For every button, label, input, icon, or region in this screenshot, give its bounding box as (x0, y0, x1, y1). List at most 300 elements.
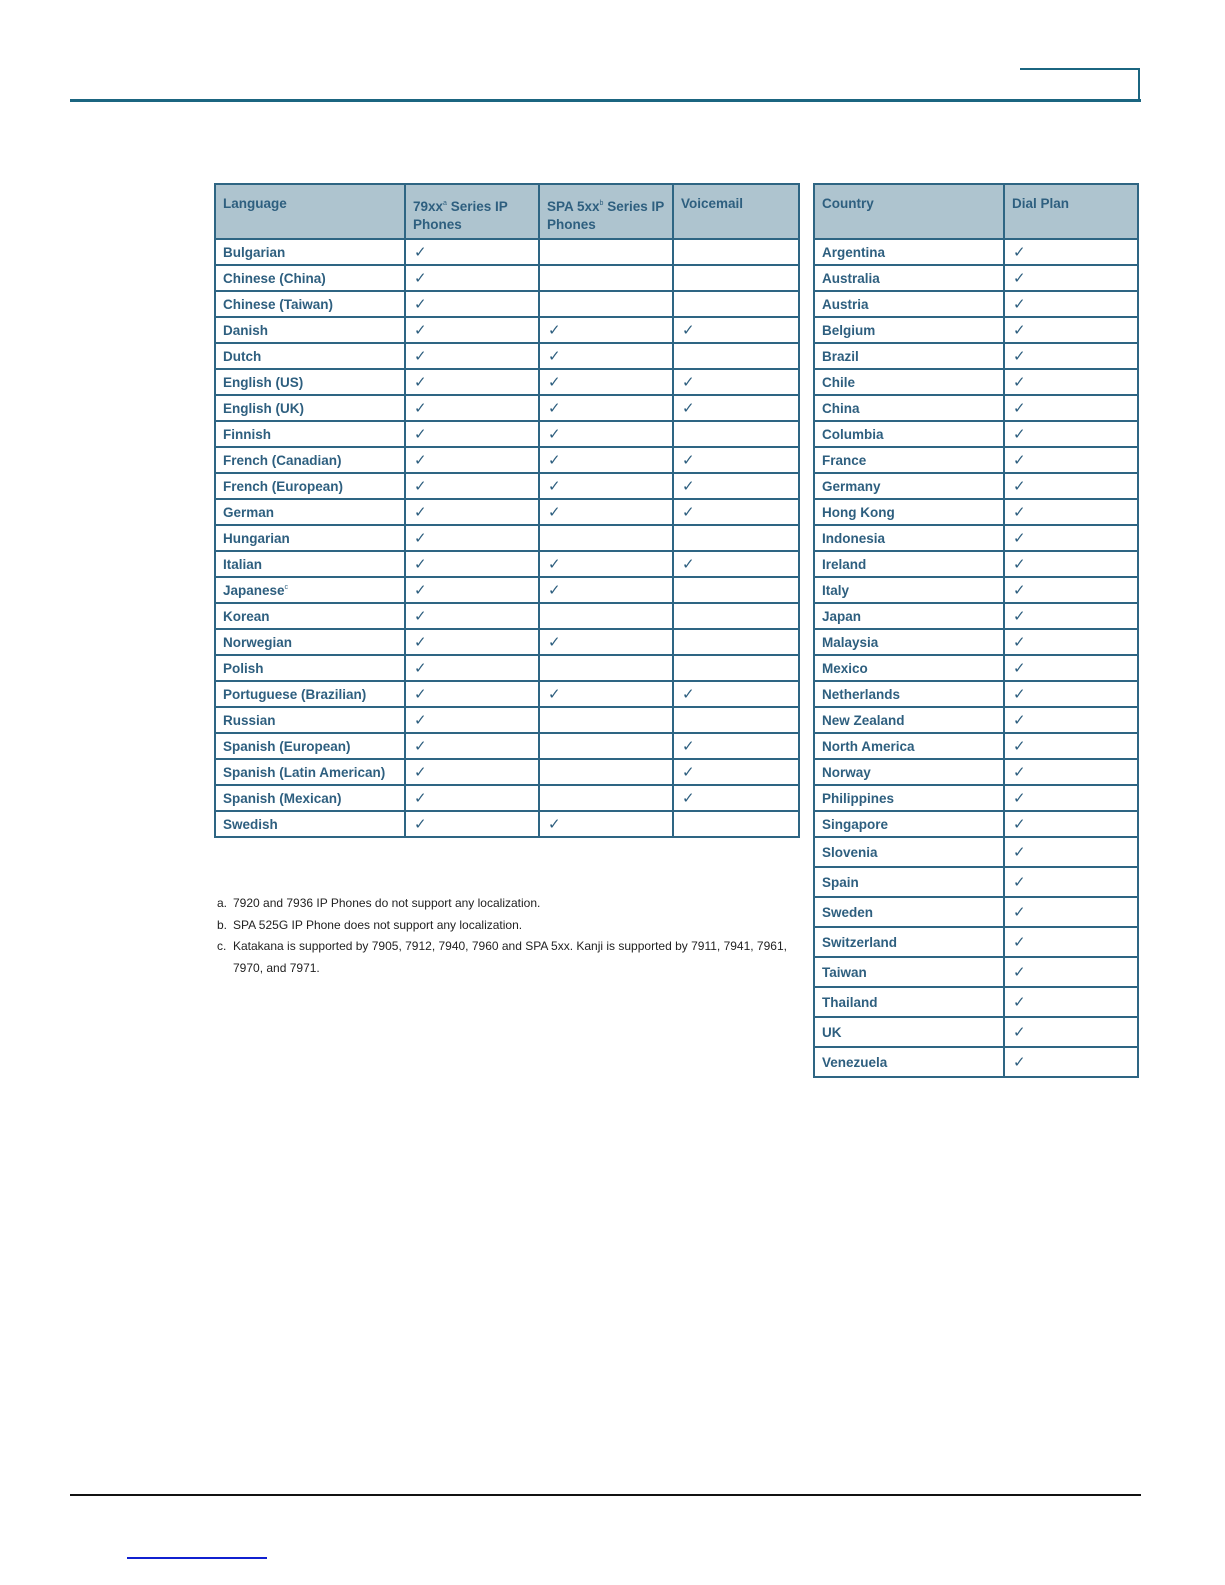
footnote-label: b. (217, 917, 228, 932)
checkmark-icon: ✓ (682, 374, 695, 391)
checkmark-icon: ✓ (1013, 478, 1026, 495)
checkmark-icon: ✓ (1013, 608, 1026, 625)
footnote (217, 915, 787, 937)
table-row (814, 785, 1138, 811)
footnote-label: c. (217, 939, 227, 953)
dial-plan-cell (1004, 447, 1138, 473)
table-row (814, 733, 1138, 759)
header-dial-plan: Dial Plan (1004, 184, 1138, 239)
language-label: French (European) (223, 478, 344, 494)
table-row (814, 343, 1138, 369)
language-label: Italian (223, 556, 263, 572)
header-label: 79xx (413, 199, 444, 214)
support-cell-spa5xx (539, 577, 673, 603)
checkmark-icon: ✓ (1013, 1054, 1026, 1071)
country-name: New Zealand (814, 707, 1004, 733)
support-cell-spa5xx (539, 447, 673, 473)
country-name: China (814, 395, 1004, 421)
support-cell-voicemail (673, 343, 799, 369)
checkmark-icon: ✓ (414, 712, 427, 729)
footnote (217, 893, 787, 915)
checkmark-icon: ✓ (1013, 504, 1026, 521)
header-label: Series IP Phones (547, 199, 664, 232)
table-row (814, 837, 1138, 867)
table-row (215, 603, 799, 629)
language-label: Norwegian (223, 634, 293, 650)
checkmark-icon: ✓ (548, 322, 561, 339)
checkmark-icon: ✓ (548, 348, 561, 365)
table-row (814, 421, 1138, 447)
checkmark-icon: ✓ (414, 426, 427, 443)
support-cell-voicemail (673, 681, 799, 707)
checkmark-icon: ✓ (682, 556, 695, 573)
language-label: English (US) (223, 374, 304, 390)
header-tab-border (1138, 68, 1140, 101)
checkmark-icon: ✓ (1013, 244, 1026, 261)
country-name: UK (814, 1017, 1004, 1047)
country-name: Ireland (814, 551, 1004, 577)
footnote-label: a. (217, 896, 228, 910)
checkmark-icon: ✓ (1013, 374, 1026, 391)
header-label: Series IP Phones (413, 199, 508, 232)
language-name (215, 499, 405, 525)
language-name (215, 577, 405, 603)
checkmark-icon: ✓ (414, 686, 427, 703)
table-row (215, 291, 799, 317)
table-row (814, 473, 1138, 499)
support-cell-ip79xx (405, 525, 539, 551)
language-label: French (Canadian) (223, 452, 342, 468)
checkmark-icon: ✓ (414, 634, 427, 651)
language-name (215, 681, 405, 707)
language-name (215, 265, 405, 291)
language-label: Polish (223, 660, 264, 676)
dial-plan-cell (1004, 265, 1138, 291)
table-row (814, 603, 1138, 629)
table-row (814, 551, 1138, 577)
checkmark-icon: ✓ (414, 660, 427, 677)
table-row (814, 317, 1138, 343)
country-name: Spain (814, 867, 1004, 897)
dial-plan-cell (1004, 681, 1138, 707)
dial-plan-cell (1004, 629, 1138, 655)
table-row (814, 499, 1138, 525)
support-cell-spa5xx (539, 603, 673, 629)
dial-plan-cell (1004, 551, 1138, 577)
support-cell-voicemail (673, 577, 799, 603)
dial-plan-cell (1004, 239, 1138, 265)
language-label: Swedish (223, 816, 278, 832)
table-row (215, 525, 799, 551)
support-cell-ip79xx (405, 629, 539, 655)
table-row (814, 867, 1138, 897)
language-name (215, 447, 405, 473)
footnote-marker: c (284, 583, 289, 591)
dial-plan-cell (1004, 987, 1138, 1017)
support-cell-ip79xx (405, 707, 539, 733)
table-row (215, 265, 799, 291)
table-row (814, 655, 1138, 681)
country-name: Argentina (814, 239, 1004, 265)
dial-plan-cell (1004, 499, 1138, 525)
checkmark-icon: ✓ (548, 556, 561, 573)
table-row (814, 681, 1138, 707)
checkmark-icon: ✓ (1013, 934, 1026, 951)
table-row (215, 239, 799, 265)
language-label: Spanish (Latin American) (223, 764, 386, 780)
support-cell-voicemail (673, 525, 799, 551)
country-name: Columbia (814, 421, 1004, 447)
table-row (215, 811, 799, 837)
dial-plan-cell (1004, 369, 1138, 395)
checkmark-icon: ✓ (1013, 874, 1026, 891)
table-row (215, 369, 799, 395)
table-row (215, 421, 799, 447)
dial-plan-cell (1004, 759, 1138, 785)
support-cell-ip79xx (405, 499, 539, 525)
support-cell-voicemail (673, 785, 799, 811)
dial-plan-table (813, 183, 1139, 1078)
table-header-row (215, 184, 799, 239)
table-row (215, 785, 799, 811)
checkmark-icon: ✓ (414, 530, 427, 547)
header-tab-border (1020, 68, 1140, 70)
header-voicemail (673, 184, 799, 239)
language-label: Japanese (223, 582, 285, 598)
support-cell-spa5xx (539, 551, 673, 577)
checkmark-icon: ✓ (682, 452, 695, 469)
footer-rule (70, 1494, 1141, 1496)
support-cell-ip79xx (405, 785, 539, 811)
language-name (215, 551, 405, 577)
header-label: Language (223, 196, 287, 211)
checkmark-icon: ✓ (414, 400, 427, 417)
language-label: Hungarian (223, 530, 290, 546)
table-row (215, 473, 799, 499)
language-name (215, 759, 405, 785)
country-name: Philippines (814, 785, 1004, 811)
footnote-text: SPA 525G IP Phone does not support any localization. (233, 917, 523, 932)
header-language (215, 184, 405, 239)
footnote-text: Katakana is supported by 7905, 7912, 7940, 7960 and SPA 5xx. Kanji is supported by 7911, 7941, 7961, 7970, and 7971. (233, 939, 787, 975)
checkmark-icon: ✓ (1013, 426, 1026, 443)
checkmark-icon: ✓ (1013, 1024, 1026, 1041)
table-row (814, 759, 1138, 785)
checkmark-icon: ✓ (1013, 556, 1026, 573)
checkmark-icon: ✓ (1013, 844, 1026, 861)
checkmark-icon: ✓ (414, 556, 427, 573)
checkmark-icon: ✓ (682, 738, 695, 755)
dial-plan-cell (1004, 867, 1138, 897)
language-name (215, 733, 405, 759)
checkmark-icon: ✓ (1013, 452, 1026, 469)
support-cell-spa5xx (539, 291, 673, 317)
language-name (215, 811, 405, 837)
table-row (814, 369, 1138, 395)
language-name (215, 629, 405, 655)
table-row (814, 629, 1138, 655)
checkmark-icon: ✓ (414, 374, 427, 391)
dial-plan-cell (1004, 577, 1138, 603)
dial-plan-cell (1004, 421, 1138, 447)
country-name: Slovenia (814, 837, 1004, 867)
checkmark-icon: ✓ (414, 738, 427, 755)
language-label: Russian (223, 712, 276, 728)
table-row (814, 577, 1138, 603)
checkmark-icon: ✓ (1013, 964, 1026, 981)
country-name: Belgium (814, 317, 1004, 343)
support-cell-ip79xx (405, 733, 539, 759)
checkmark-icon: ✓ (414, 504, 427, 521)
country-name: Thailand (814, 987, 1004, 1017)
country-name: Singapore (814, 811, 1004, 837)
checkmark-icon: ✓ (682, 790, 695, 807)
checkmark-icon: ✓ (682, 764, 695, 781)
checkmark-icon: ✓ (414, 244, 427, 261)
language-name (215, 317, 405, 343)
table-row (814, 291, 1138, 317)
table-row (814, 927, 1138, 957)
language-name (215, 343, 405, 369)
support-cell-spa5xx (539, 655, 673, 681)
language-name (215, 655, 405, 681)
support-cell-ip79xx (405, 265, 539, 291)
language-label: Chinese (China) (223, 270, 326, 286)
checkmark-icon: ✓ (548, 686, 561, 703)
checkmark-icon: ✓ (548, 816, 561, 833)
language-name (215, 603, 405, 629)
country-name: Australia (814, 265, 1004, 291)
checkmark-icon: ✓ (548, 582, 561, 599)
language-label: Finnish (223, 426, 271, 442)
support-cell-ip79xx (405, 811, 539, 837)
support-cell-voicemail (673, 447, 799, 473)
country-name: Switzerland (814, 927, 1004, 957)
support-cell-voicemail (673, 551, 799, 577)
table-row (215, 759, 799, 785)
support-cell-spa5xx (539, 811, 673, 837)
language-label: Chinese (Taiwan) (223, 296, 334, 312)
language-name (215, 369, 405, 395)
checkmark-icon: ✓ (1013, 634, 1026, 651)
support-cell-voicemail (673, 499, 799, 525)
support-cell-ip79xx (405, 421, 539, 447)
table-row (814, 525, 1138, 551)
footnote-marker: a (443, 200, 447, 207)
support-cell-ip79xx (405, 603, 539, 629)
table-row (215, 655, 799, 681)
language-label: Bulgarian (223, 244, 286, 260)
footnotes (217, 893, 787, 979)
support-cell-voicemail (673, 239, 799, 265)
country-name: France (814, 447, 1004, 473)
support-cell-spa5xx (539, 369, 673, 395)
support-cell-ip79xx (405, 473, 539, 499)
checkmark-icon: ✓ (1013, 764, 1026, 781)
country-name: Indonesia (814, 525, 1004, 551)
table-row (814, 707, 1138, 733)
checkmark-icon: ✓ (548, 478, 561, 495)
dial-plan-cell (1004, 897, 1138, 927)
language-name (215, 395, 405, 421)
language-name (215, 525, 405, 551)
language-label: English (UK) (223, 400, 304, 416)
dial-plan-cell (1004, 927, 1138, 957)
table-row (814, 447, 1138, 473)
support-cell-ip79xx (405, 655, 539, 681)
support-cell-spa5xx (539, 707, 673, 733)
checkmark-icon: ✓ (548, 400, 561, 417)
table-row (814, 395, 1138, 421)
support-cell-ip79xx (405, 317, 539, 343)
country-name: Brazil (814, 343, 1004, 369)
dial-plan-cell (1004, 837, 1138, 867)
support-cell-spa5xx (539, 525, 673, 551)
checkmark-icon: ✓ (548, 426, 561, 443)
checkmark-icon: ✓ (548, 452, 561, 469)
support-cell-voicemail (673, 421, 799, 447)
country-name: Mexico (814, 655, 1004, 681)
language-label: Portuguese (Brazilian) (223, 686, 367, 702)
country-name: Norway (814, 759, 1004, 785)
dial-plan-cell (1004, 785, 1138, 811)
footnote-text: 7920 and 7936 IP Phones do not support any localization. (233, 896, 541, 910)
country-name: Chile (814, 369, 1004, 395)
checkmark-icon: ✓ (1013, 904, 1026, 921)
table-row (814, 265, 1138, 291)
table-row (814, 897, 1138, 927)
checkmark-icon: ✓ (1013, 296, 1026, 313)
support-cell-spa5xx (539, 733, 673, 759)
checkmark-icon: ✓ (1013, 322, 1026, 339)
country-name: Sweden (814, 897, 1004, 927)
support-cell-ip79xx (405, 681, 539, 707)
dial-plan-cell (1004, 957, 1138, 987)
language-label: Spanish (Mexican) (223, 790, 342, 806)
footnote-marker: b (599, 200, 604, 207)
table-row (215, 447, 799, 473)
dial-plan-cell (1004, 1047, 1138, 1077)
checkmark-icon: ✓ (1013, 790, 1026, 807)
country-name: Italy (814, 577, 1004, 603)
checkmark-icon: ✓ (414, 478, 427, 495)
table-row (814, 957, 1138, 987)
table-row (215, 707, 799, 733)
support-cell-spa5xx (539, 785, 673, 811)
table-row (814, 1047, 1138, 1077)
support-cell-voicemail (673, 395, 799, 421)
table-row (215, 733, 799, 759)
footer-link-underline[interactable] (127, 1557, 267, 1559)
country-name: Japan (814, 603, 1004, 629)
header-label: Voicemail (681, 196, 744, 211)
support-cell-ip79xx (405, 343, 539, 369)
country-name: Venezuela (814, 1047, 1004, 1077)
table-row (814, 1017, 1138, 1047)
table-row (215, 681, 799, 707)
support-cell-ip79xx (405, 369, 539, 395)
header-spa5xx (539, 184, 673, 239)
country-name: North America (814, 733, 1004, 759)
language-name (215, 239, 405, 265)
checkmark-icon: ✓ (414, 764, 427, 781)
checkmark-icon: ✓ (548, 504, 561, 521)
checkmark-icon: ✓ (1013, 660, 1026, 677)
checkmark-icon: ✓ (414, 790, 427, 807)
language-label: German (223, 504, 275, 520)
support-cell-voicemail (673, 811, 799, 837)
checkmark-icon: ✓ (1013, 816, 1026, 833)
checkmark-icon: ✓ (682, 322, 695, 339)
support-cell-ip79xx (405, 291, 539, 317)
language-label: Spanish (European) (223, 738, 351, 754)
dial-plan-cell (1004, 811, 1138, 837)
language-support-table (214, 183, 800, 838)
country-name: Malaysia (814, 629, 1004, 655)
country-name: Austria (814, 291, 1004, 317)
support-cell-ip79xx (405, 239, 539, 265)
dial-plan-cell (1004, 733, 1138, 759)
dial-plan-cell (1004, 473, 1138, 499)
checkmark-icon: ✓ (682, 400, 695, 417)
checkmark-icon: ✓ (1013, 712, 1026, 729)
checkmark-icon: ✓ (1013, 400, 1026, 417)
checkmark-icon: ✓ (1013, 686, 1026, 703)
support-cell-voicemail (673, 317, 799, 343)
dial-plan-cell (1004, 655, 1138, 681)
checkmark-icon: ✓ (414, 452, 427, 469)
header-country: Country (814, 184, 1004, 239)
checkmark-icon: ✓ (682, 478, 695, 495)
support-cell-voicemail (673, 655, 799, 681)
support-cell-spa5xx (539, 759, 673, 785)
support-cell-voicemail (673, 603, 799, 629)
checkmark-icon: ✓ (414, 816, 427, 833)
support-cell-ip79xx (405, 577, 539, 603)
checkmark-icon: ✓ (414, 348, 427, 365)
support-cell-spa5xx (539, 317, 673, 343)
country-name: Hong Kong (814, 499, 1004, 525)
table-header-row (814, 184, 1138, 239)
dial-plan-cell (1004, 291, 1138, 317)
support-cell-spa5xx (539, 473, 673, 499)
checkmark-icon: ✓ (1013, 348, 1026, 365)
dial-plan-cell (1004, 317, 1138, 343)
checkmark-icon: ✓ (414, 296, 427, 313)
support-cell-spa5xx (539, 421, 673, 447)
checkmark-icon: ✓ (548, 634, 561, 651)
support-cell-ip79xx (405, 759, 539, 785)
dial-plan-cell (1004, 707, 1138, 733)
checkmark-icon: ✓ (1013, 582, 1026, 599)
checkmark-icon: ✓ (414, 322, 427, 339)
support-cell-voicemail (673, 473, 799, 499)
checkmark-icon: ✓ (414, 270, 427, 287)
header-rule (70, 99, 1141, 102)
country-name: Netherlands (814, 681, 1004, 707)
support-cell-spa5xx (539, 265, 673, 291)
table-row (215, 317, 799, 343)
country-name: Taiwan (814, 957, 1004, 987)
language-label: Korean (223, 608, 270, 624)
table-row (814, 987, 1138, 1017)
table-row (215, 499, 799, 525)
support-cell-voicemail (673, 369, 799, 395)
language-name (215, 707, 405, 733)
header-label: SPA 5xx (547, 199, 600, 214)
support-cell-ip79xx (405, 395, 539, 421)
table-row (215, 629, 799, 655)
